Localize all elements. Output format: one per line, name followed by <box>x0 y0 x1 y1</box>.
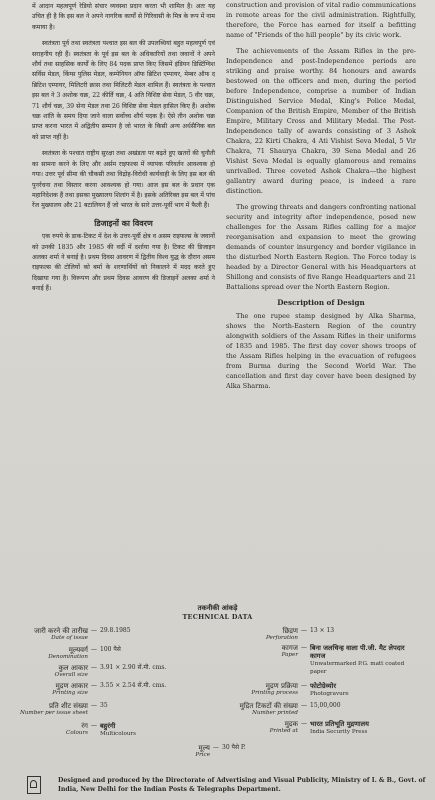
label-en: Date of issue <box>51 635 88 641</box>
label-en: Overall size <box>54 672 88 678</box>
hindi-column <box>32 2 215 301</box>
value-hi: बिना जलचिन्ह वाला पी.जी. मैट लेपदार कागज <box>310 644 405 660</box>
value-hi: भारत प्रतिभूति मुद्रणालय <box>310 720 369 728</box>
technical-data-section <box>0 604 435 764</box>
label-en: Paper <box>281 652 298 658</box>
label-en: Denomination <box>48 654 88 660</box>
value-hi: फोटोग्रेव्योर <box>310 682 337 690</box>
english-para-2: The growing threats and dangers confronting national security and integrity after independence, posed new challenges for the Assam Rifles calling for a major reorganisation and expansion to meet the growing demands of counter insurgency and border vigilance in the disturbed North Eastern Region. The Force today is headed by a Director General with his Headquarters at Shillong and consists of five Range Headquarters and 21 Battalions spread over the North Eastern Region. <box>226 203 416 291</box>
hindi-para-1: स्वतंत्रता पूर्व तथा स्वतंत्रता पश्चात इस बल की उपलब्धियां बहुत महत्वपूर्ण एवं सराहनीय रही हैं। स्वतंत्रता के पूर्व इस बल के अधिकारियों तथा जवानों ने अपने शौर्य तथा साहसिक कार्यों के लिए 84 पदक प्राप्त किए जिसमें इंडियन डिस्टिंग्विश सर्विस मेडल, किंग्स पुलिस मेडल, कम्पेनियन ऑफ ब्रिटिश एम्पायर, मेम्बर ऑफ द ब्रिटिश एम्पायर, मिलिटरी क्रास तथा मिलिटरी मेडल शामिल हैं। स्वतंत्रता के पश्चात इस बल ने 3 अशोक चक्र, 22 कीर्ति चक्र, 4 अति विशिष्ट सेवा मेडल, 5 वीर चक्र, 71 शौर्य चक्र, 39 सेना मेडल तथा 26 विशिष्ट सेवा मेडल हासिल किए हैं। अशोक चक्र शांति के समय दिया जाने वाला सर्वोच्च शौर्य पदक है। ऐसे तीन अशोक चक्र प्राप्त करना भारत में अद्वितीय सम्मान है जो भारत के किसी अन्य अर्धसैनिक बल को प्राप्त नहीं है। <box>32 40 215 141</box>
english-para-1: The achievements of the Assam Rifles in the pre-Independence and post-Independence periods are striking and praise worthy. 84 honours and awards bestowed on the officers and men, during the period before Independence, comprise a number of Indian Distinguished Service Medal, King's Police Medal, Companion of the British Empire, Member of the British Empire, Military Cross and Military Medal. The Post-Independence tally of awards consisting of 3 Ashok Chakra, 22 Kirti Chakra, 4 Ati Vishist Seva Medal, 5 Vir Chakra, 71 Shaurya Chakra, 39 Sena Medal and 26 Vishist Seva Medal is equally glamorous and remains unrivalled. Three coveted Ashok Chakra—the highest gallantry award during peace, is indeed a rare distinction. <box>226 47 416 195</box>
english-column <box>226 0 416 397</box>
value-en: India Security Press <box>310 729 368 735</box>
hindi-design-heading: डिजाइनों का विवरण <box>94 217 153 228</box>
row-printed-at: मुद्रक Printed at — भारत प्रतिभूति मुद्रणालय India Security Press <box>218 720 369 736</box>
label-hi: कुल आकार <box>58 664 88 672</box>
label-hi: प्रति शीट संख्या <box>48 702 88 710</box>
row-denomination: मूल्यवर्ग Denomination — 100 पैसे <box>0 646 121 661</box>
price-value: 30 पैसे P. <box>222 744 246 751</box>
value-hi: बहुरंगी <box>100 722 116 730</box>
label-hi: छिद्रण <box>282 627 298 635</box>
value-en: Multicolours <box>100 731 136 737</box>
label-en: Printing process <box>251 690 298 696</box>
publisher-logo-icon <box>27 776 41 794</box>
hindi-para-2: स्वतंत्रता के पश्चात राष्ट्रीय सुरक्षा तथा अखंडता पर बढ़ते हुए खतरों की चुनौती का सामना करने के लिए और अर्सम राइफल्स में व्यापक परिवर्तन आवश्यक हो गया। उत्तर पूर्व सीमा की चौकसी तथा विद्रोह-विरोधी कार्यवाही के लिए इस बल की पुनर्रचना तथा विस्तार करना आवश्यक हो गया। आज इस बल के प्रधान एक महानिदेशक हैं तथा इसका मुख्यालय शिलांग में है। इसके अतिरिक्त इस बल में पांच रेंज मुख्यालय और 21 बटालियन हैं जो भारत के सारे उत्तर-पूर्वी भाग में फैली हैं। <box>32 150 215 210</box>
label-hi: मूल्यवर्ग <box>68 646 88 654</box>
label-hi: मुद्रण प्रक्रिया <box>265 682 298 690</box>
row-price: मूल्य Price — 30 पैसे P. <box>150 744 246 759</box>
value: 15,00,000 <box>310 702 341 709</box>
label-en: Perforation <box>266 635 298 641</box>
label-en: Colours <box>66 730 88 736</box>
value-en: Unwatermarked P.G. matt coated paper <box>310 661 405 675</box>
label-hi: जारी करने की तारीख <box>34 627 88 635</box>
row-number-printed: मुद्रित टिकटों की संख्या Number printed — 15,00,000 <box>218 702 341 717</box>
label-hi: रंग <box>81 722 88 730</box>
label-en: Number per issue sheet <box>19 710 88 716</box>
price-label-en: Price <box>195 752 210 758</box>
technical-title-hindi: तकनीकी आंकड़े <box>197 604 238 612</box>
value-en: Photogravure <box>310 691 349 697</box>
row-date-of-issue: जारी करने की तारीख Date of issue — 29.8.1985 <box>0 627 131 642</box>
hindi-para-0: में आदान महत्वपूर्ण रेडियो संचार व्यवस्था प्रदान करता भी शामिल है। अतः यह उचित ही है कि इस बल ने अपने नागरिक कार्यों से गिरिवासी के मित्र के रूप में नाम कमाया है। <box>32 3 215 31</box>
value: 29.8.1985 <box>100 627 131 634</box>
label-hi: कागज <box>281 644 298 652</box>
footer-credit: Designed and produced by the Directorate of Advertising and Visual Publicity, Ministry of I. & B., Govt. of India, New Delhi for the Indian Posts & Telegraphs Department. <box>58 777 426 793</box>
label-en: Printed at <box>269 728 298 734</box>
row-perforation: छिद्रण Perforation — 13 × 13 <box>218 627 334 642</box>
label-hi: मुद्रित टिकटों की संख्या <box>239 702 298 710</box>
hindi-para-3: एक रुपये के डाक-टिकट में देश के उत्तर-पूर्वी क्षेत्र व असम राइफल्स के जवानों को उनकी 1835 और 1985 की वर्दी में दर्शाया गया है। टिकट की डिजाइन अलका शर्मा ने बनाई है। प्रथम दिवस आवरण में द्वितीय विश्व युद्ध के दौरान असम राइफल्स की टोलियों को बर्मा के शरणार्थियों को निकालने में मदद करते हुए दिखाया गया है। विरूपण और प्रथम दिवस आवरण की डिजाइनें अलका शर्मा ने बनाई हैं। <box>32 233 215 293</box>
row-number-per-sheet: प्रति शीट संख्या Number per issue sheet — 35 <box>0 702 108 717</box>
english-para-0: construction and provision of vital radio communications in remote areas for the civil administration. Rightfully, therefore, the Force has earned for itself a befitting name of "Friends of the hill people" by its civic work. <box>226 1 416 39</box>
value: 13 × 13 <box>310 627 335 634</box>
english-design-heading: Description of Design <box>277 298 365 307</box>
technical-title-english: TECHNICAL DATA <box>182 613 253 621</box>
value: 3.91 × 2.90 सें.मी. cms. <box>100 664 167 671</box>
row-overall-size: कुल आकार Overall size — 3.91 × 2.90 सें.मी. cms. <box>0 664 166 679</box>
label-en: Printing size <box>52 690 88 696</box>
value: 100 पैसे <box>100 646 121 653</box>
value: 35 <box>100 702 108 709</box>
footer <box>0 772 435 800</box>
row-printing-process: मुद्रण प्रक्रिया Printing process — फोटोग्रेव्योर Photogravure <box>218 682 349 698</box>
english-para-3: The one rupee stamp designed by Alka Sharma, shows the North-Eastern Region of the country alongwith soldiers of the Assam Rifles in their uniforms of 1835 and 1985. The first day cover shows troops of the Assam Rifles helping in the evacuation of refugees from Burma during the Second World War. The cancellation and first day cover have been designed by Alka Sharma. <box>226 312 416 390</box>
price-label-hi: मूल्य <box>198 744 210 752</box>
row-printing-size: मुद्रण आकार Printing size — 3.55 × 2.54 सें.मी. cms. <box>0 682 166 697</box>
label-hi: मुद्रण आकार <box>55 682 88 690</box>
label-hi: मुद्रक <box>284 720 298 728</box>
row-paper: कागज Paper — बिना जलचिन्ह वाला पी.जी. मैट लेपदार कागज Unwatermarked P.G. matt coated paper <box>218 644 410 676</box>
row-colours: रंग Colours — बहुरंगी Multicolours <box>0 722 136 738</box>
label-en: Number printed <box>252 710 298 716</box>
value: 3.55 × 2.54 सें.मी. cms. <box>100 682 167 689</box>
